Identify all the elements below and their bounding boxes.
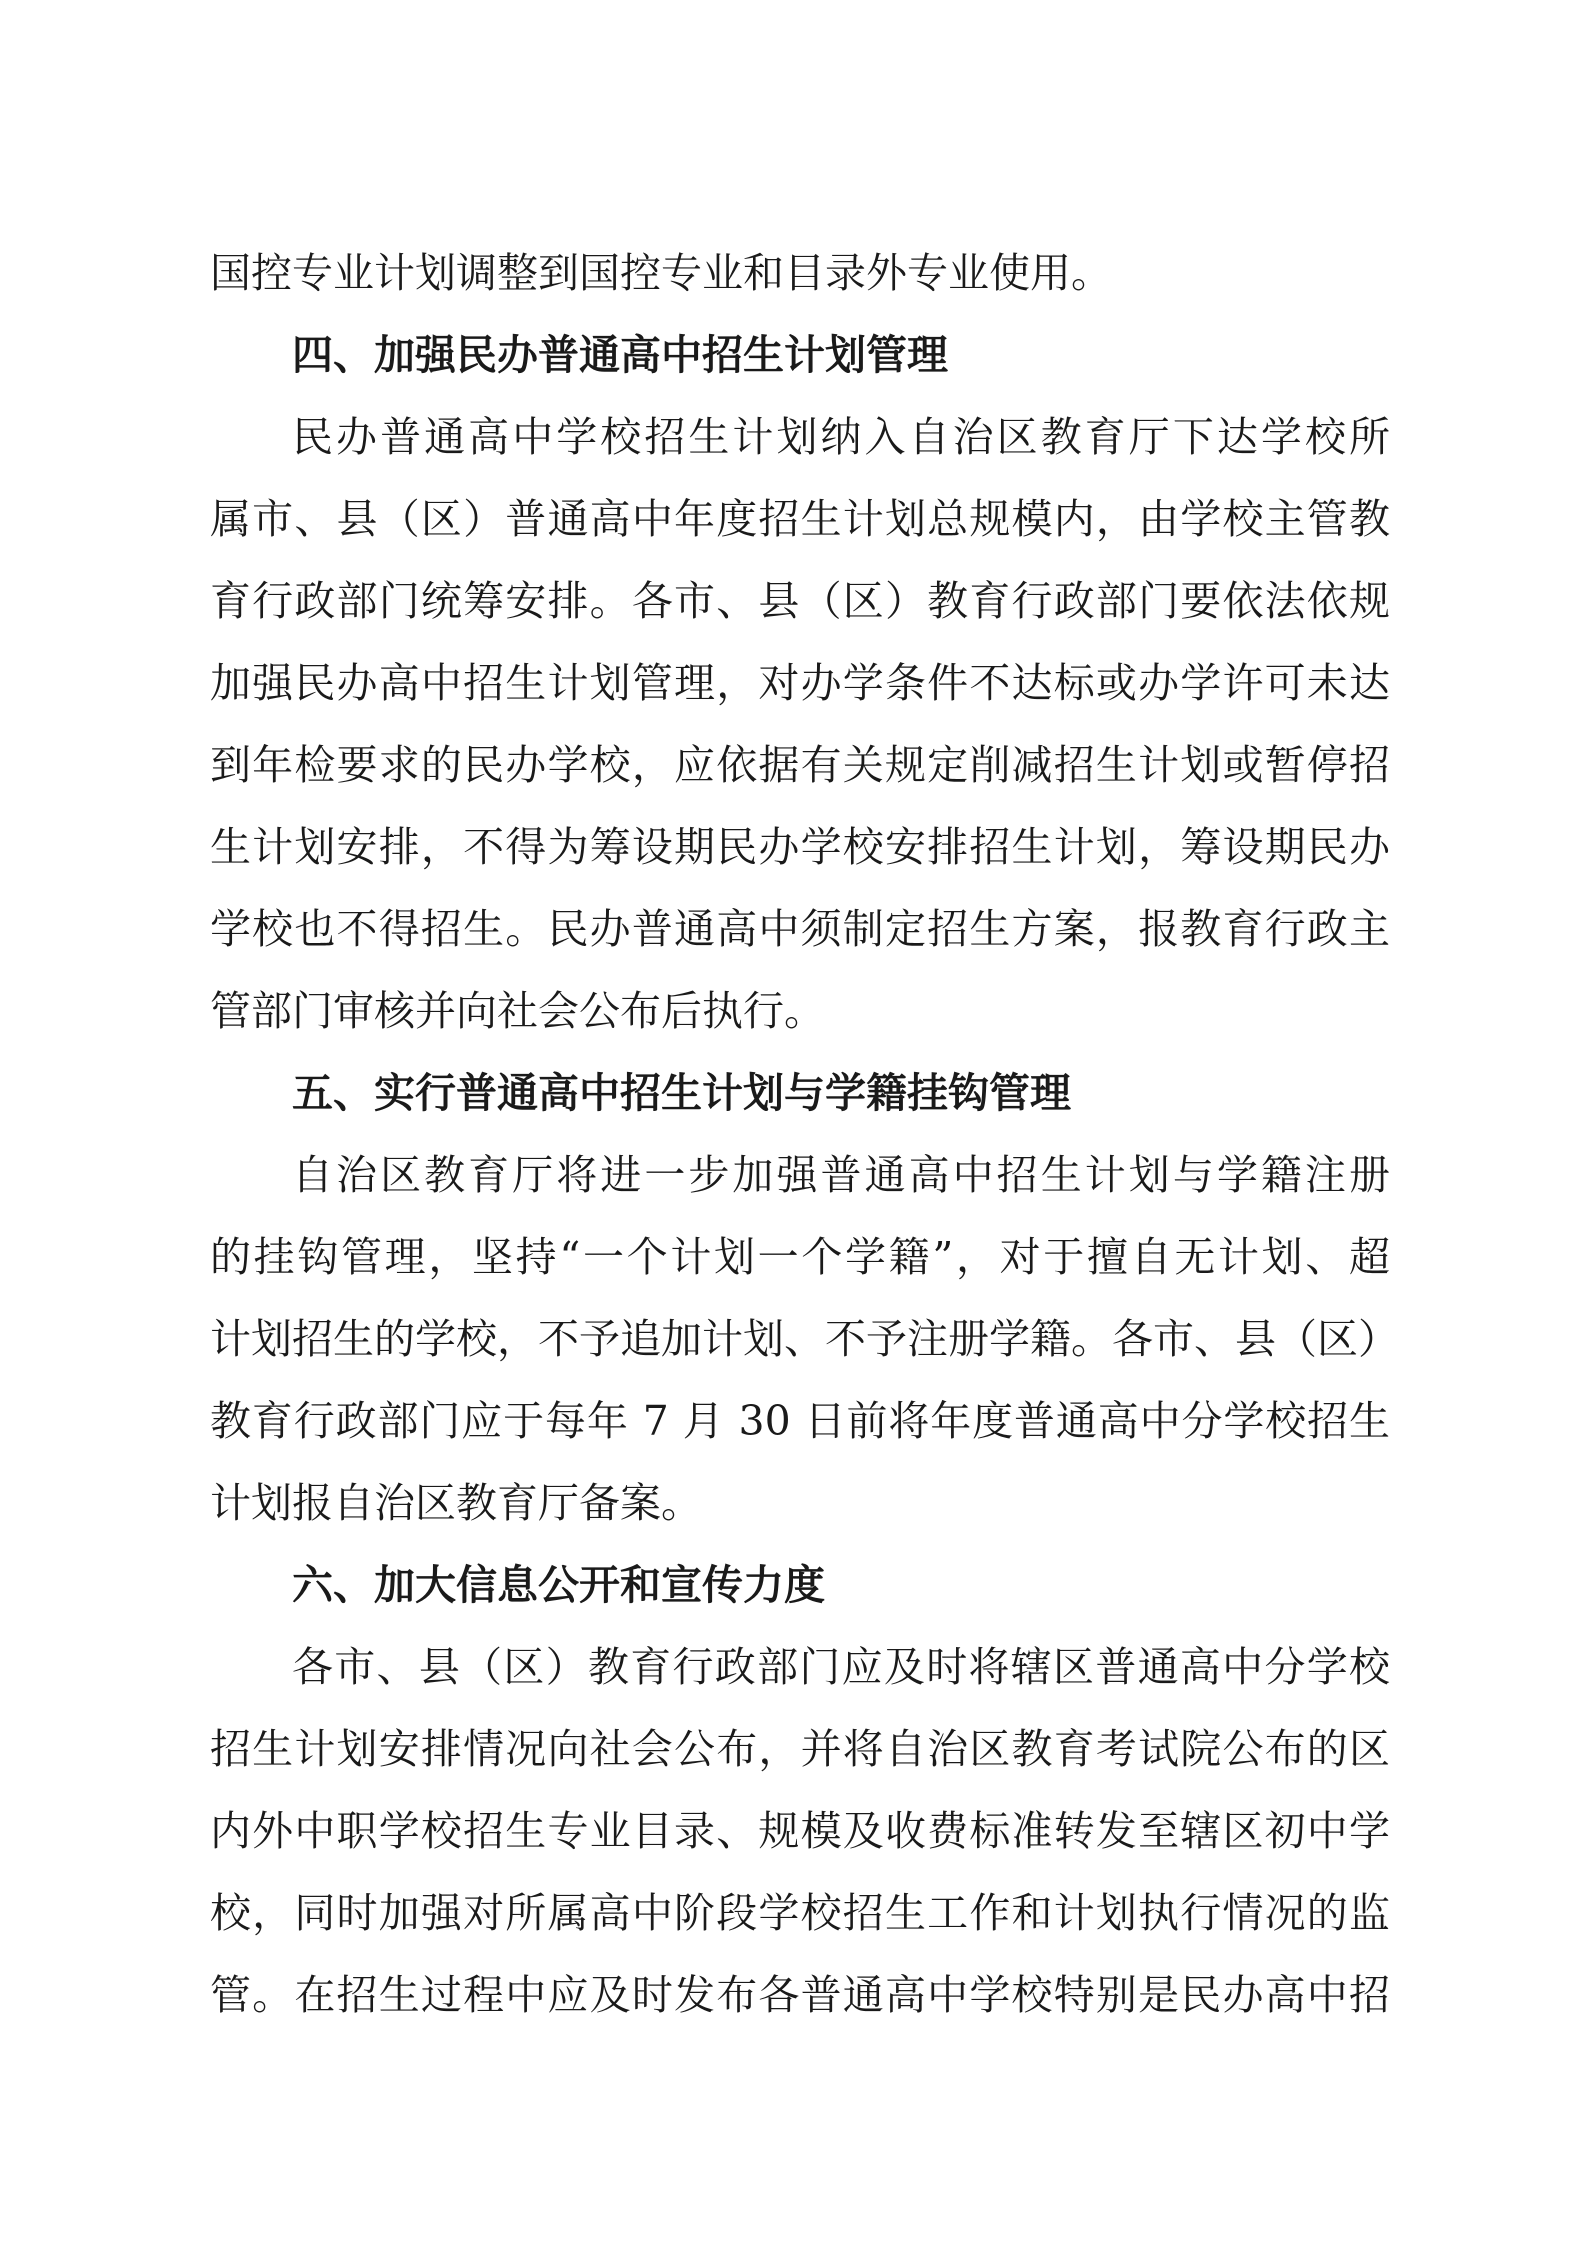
paragraph-line: 民办普通高中学校招生计划纳入自治区教育厅下达学校所 bbox=[292, 413, 1390, 461]
paragraph-line: 管。在招生过程中应及时发布各普通高中学校特别是民办高中招 bbox=[210, 1971, 1390, 2019]
paragraph-line: 生计划安排，不得为筹设期民办学校安排招生计划，筹设期民办 bbox=[210, 823, 1390, 871]
paragraph-line: 国控专业计划调整到国控专业和目录外专业使用。 bbox=[210, 249, 1112, 297]
paragraph-line: 招生计划安排情况向社会公布，并将自治区教育考试院公布的区 bbox=[210, 1725, 1390, 1773]
section-heading: 四、加强民办普通高中招生计划管理 bbox=[292, 331, 948, 379]
section-heading: 六、加大信息公开和宣传力度 bbox=[292, 1561, 825, 1609]
paragraph-line: 各市、县（区）教育行政部门应及时将辖区普通高中分学校 bbox=[292, 1643, 1390, 1691]
paragraph-line: 管部门审核并向社会公布后执行。 bbox=[210, 987, 825, 1035]
paragraph-line: 计划报自治区教育厅备案。 bbox=[210, 1479, 702, 1527]
paragraph-line: 的挂钩管理，坚持“一个计划一个学籍”，对于擅自无计划、超 bbox=[210, 1233, 1390, 1281]
paragraph-line: 校，同时加强对所属高中阶段学校招生工作和计划执行情况的监 bbox=[210, 1889, 1390, 1937]
paragraph-line: 自治区教育厅将进一步加强普通高中招生计划与学籍注册 bbox=[292, 1151, 1390, 1199]
paragraph-line: 属市、县（区）普通高中年度招生计划总规模内，由学校主管教 bbox=[210, 495, 1390, 543]
paragraph-line: 加强民办高中招生计划管理，对办学条件不达标或办学许可未达 bbox=[210, 659, 1390, 707]
paragraph-line: 到年检要求的民办学校，应依据有关规定削减招生计划或暂停招 bbox=[210, 741, 1390, 789]
paragraph-line: 育行政部门统筹安排。各市、县（区）教育行政部门要依法依规 bbox=[210, 577, 1390, 625]
paragraph-line: 内外中职学校招生专业目录、规模及收费标准转发至辖区初中学 bbox=[210, 1807, 1390, 1855]
section-heading: 五、实行普通高中招生计划与学籍挂钩管理 bbox=[292, 1069, 1071, 1117]
paragraph-line: 计划招生的学校，不予追加计划、不予注册学籍。各市、县（区） bbox=[210, 1315, 1399, 1363]
paragraph-line: 学校也不得招生。民办普通高中须制定招生方案，报教育行政主 bbox=[210, 905, 1390, 953]
paragraph-line: 教育行政部门应于每年 7 月 30 日前将年度普通高中分学校招生 bbox=[210, 1397, 1390, 1445]
